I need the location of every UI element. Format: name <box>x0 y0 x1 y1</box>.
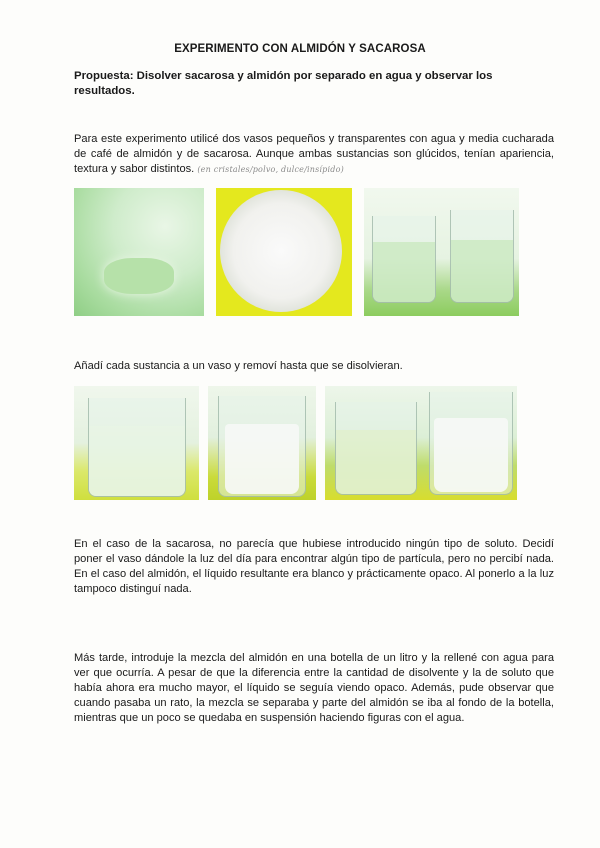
paragraph-mixing: Añadí cada sustancia a un vaso y removí hasta que se disolvieran. <box>74 360 403 372</box>
paragraph-materials <box>74 132 554 177</box>
paragraph-materials-text: Para este experimento utilicé dos vasos pequeños y transparentes con agua y media cucharada de café de almidón y de sacarosa. Aunque ambas sustancias son glúcidos, tenían apariencia, textura y sabor distintos. <box>74 133 554 175</box>
paragraph-bottle-experiment: Más tarde, introduje la mezcla del almidón en una botella de un litro y la rellené con agua para ver que ocurría. A pesar de que la diferencia entre la cantidad de disolvente y la de soluto que había ahora era mucho mayor, el líquido se seguía viendo opaco. Además, pude observar que cuando pasaba un rato, la mezcla se separaba y parte del almidón se iba al fondo de la botella, mientras que un poco se quedaba en suspensión haciendo figuras con el agua. <box>74 652 554 724</box>
paragraph-observations: En el caso de la sacarosa, no parecía que hubiese introducido ningún tipo de soluto. Decidí poner el vaso dándole la luz del día para encontrar algún tipo de partícula, pero no percibí nada. En el caso del almidón, el líquido resultante era blanco y prácticamente opaco. Al ponerlo a la luz tampoco distinguí nada. <box>74 538 554 595</box>
photo-starch-powder <box>74 188 204 316</box>
photo-sucrose-solution <box>74 386 199 500</box>
photo-two-glasses-water <box>364 188 519 316</box>
photo-sucrose-bowl <box>216 188 352 316</box>
proposal-text: Propuesta: Disolver sacarosa y almidón por separado en agua y observar los resultados. <box>74 70 493 97</box>
photo-starch-solution <box>208 386 316 500</box>
photo-both-solutions <box>325 386 517 500</box>
document-title: EXPERIMENTO CON ALMIDÓN Y SACAROSA <box>174 43 426 55</box>
handwritten-note: (en cristales/polvo, dulce/insípido) <box>197 165 344 174</box>
